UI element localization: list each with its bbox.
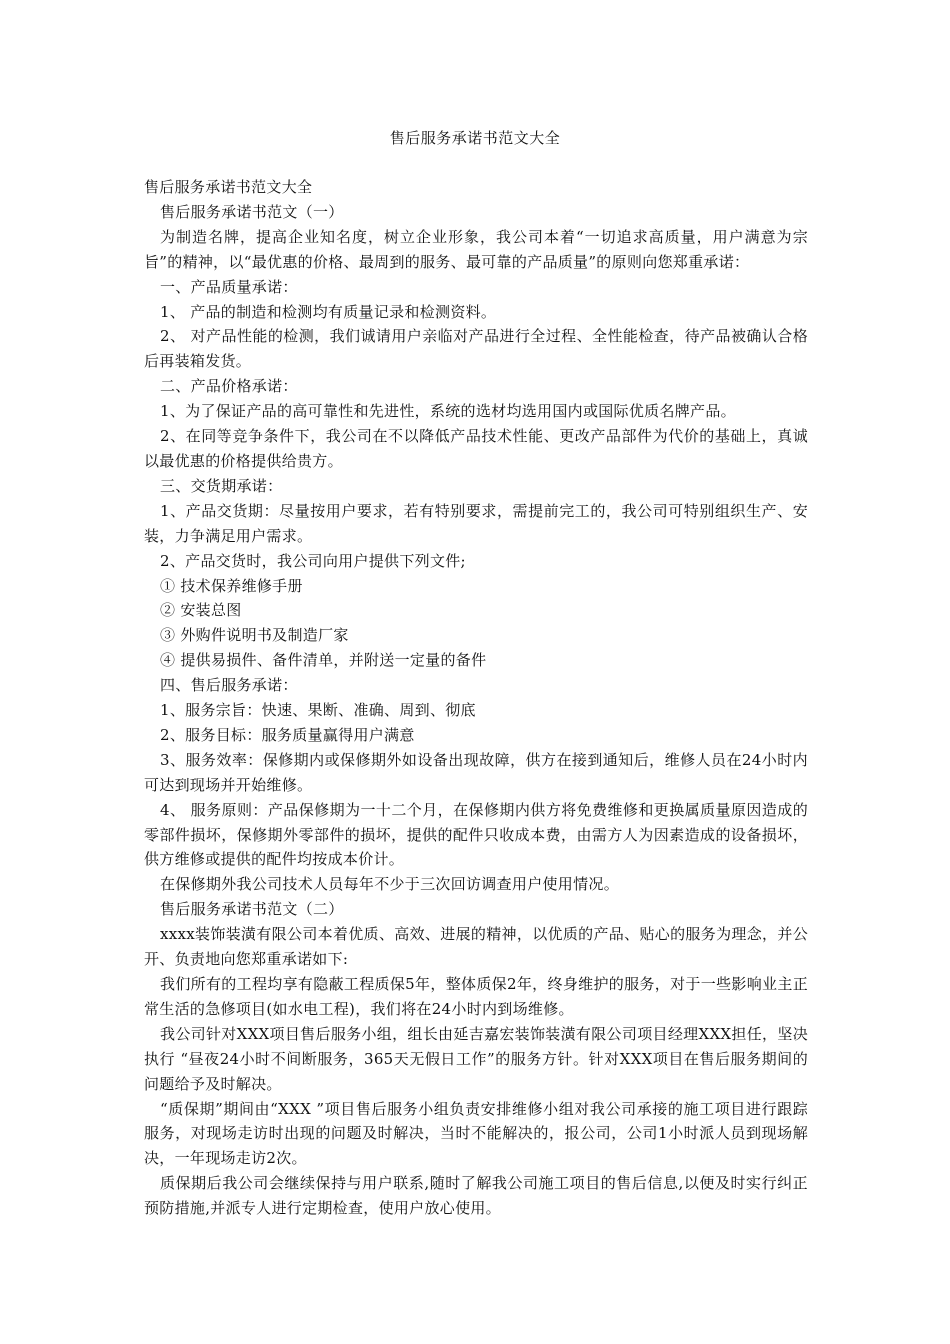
- paragraph: ④ 提供易损件、备件清单，并附送一定量的备件: [160, 651, 487, 670]
- paragraph: 1、产品交货期：尽量按用户要求，若有特别要求，需提前完工的，我公司可特别组织生产、安装，力争满足用户需求。: [144, 501, 808, 545]
- paragraph: xxxx装饰装潢有限公司本着优质、高效、进展的精神，以优质的产品、贴心的服务为理念，并公开、负责地向您郑重承诺如下:: [144, 925, 808, 969]
- document-title: 售后服务承诺书范文大全: [389, 129, 561, 147]
- paragraph: 2、 对产品性能的检测，我们诚请用户亲临对产品进行全过程、全性能检查，待产品被确认合格后再装箱发货。: [144, 327, 808, 371]
- paragraph: 4、 服务原则：产品保修期为一十二个月，在保修期内供方将免费维修和更换属质量原因造成的零部件损坏，保修期外零部件的损坏，提供的配件只收成本费，由需方人为因素造成的设备损坏，供方维修或提供的配件均按成本价计。: [144, 800, 808, 869]
- paragraph: 三、交货期承诺：: [160, 476, 283, 495]
- paragraph: 3、服务效率：保修期内或保修期外如设备出现故障，供方在接到通知后，维修人员在24小时内可达到现场并开始维修。: [144, 750, 808, 794]
- paragraph: 售后服务承诺书范文（二）: [160, 900, 344, 919]
- paragraph: 在保修期外我公司技术人员每年不少于三次回访调查用户使用情况。: [160, 875, 620, 894]
- paragraph: 2、在同等竞争条件下，我公司在不以降低产品技术性能、更改产品部件为代价的基础上，真诚以最优惠的价格提供给贵方。: [144, 427, 808, 470]
- paragraph: 2、产品交货时，我公司向用户提供下列文件;: [160, 551, 466, 570]
- paragraph: 为制造名牌，提高企业知名度，树立企业形象，我公司本着“一切追求高质量，用户满意为宗旨”的精神，以“最优惠的价格、最周到的服务、最可靠的产品质量”的原则向您郑重承诺：: [144, 227, 808, 271]
- paragraph: 售后服务承诺书范文（一）: [160, 202, 344, 221]
- document-body: [144, 175, 808, 1221]
- paragraph: 二、产品价格承诺：: [160, 377, 298, 396]
- paragraph: ① 技术保养维修手册: [160, 576, 303, 595]
- paragraph: 2、服务目标：服务质量赢得用户满意: [160, 725, 415, 744]
- paragraph: ③ 外购件说明书及制造厂家: [160, 626, 349, 645]
- paragraph: 1、 产品的制造和检测均有质量记录和检测资料。: [160, 302, 497, 321]
- paragraph: “质保期”期间由“XXX ”项目售后服务小组负责安排维修小组对我公司承接的施工项目进行跟踪服务，对现场走访时出现的问题及时解决，当时不能解决的，报公司，公司1小时派人员到现场解决，一年现场走访2次。: [144, 1099, 808, 1168]
- paragraph: 质保期后我公司会继续保持与用户联系,随时了解我公司施工项目的售后信息,以便及时实行纠正预防措施,并派专人进行定期检查，使用户放心使用。: [144, 1174, 808, 1218]
- paragraph: 一、产品质量承诺：: [160, 277, 298, 296]
- paragraph: 我们所有的工程均享有隐蔽工程质保5年，整体质保2年，终身维护的服务，对于一些影响业主正常生活的急修项目(如水电工程)，我们将在24小时内到场维修。: [144, 975, 808, 1018]
- paragraph: 四、售后服务承诺：: [160, 676, 298, 695]
- paragraph: ② 安装总图: [160, 601, 242, 620]
- paragraph: 售后服务承诺书范文大全: [144, 178, 313, 196]
- paragraph: 1、为了保证产品的高可靠性和先进性，系统的选材均选用国内或国际优质名牌产品。: [160, 402, 736, 421]
- paragraph: 1、服务宗旨：快速、果断、准确、周到、彻底: [160, 701, 476, 720]
- paragraph: 我公司针对XXX项目售后服务小组，组长由延吉嘉宏装饰装潢有限公司项目经理XXX担任，坚决执行 “昼夜24小时不间断服务，365天无假日工作”的服务方针。针对XXX项目在售后服务期间的问题给予及时解决。: [144, 1024, 808, 1093]
